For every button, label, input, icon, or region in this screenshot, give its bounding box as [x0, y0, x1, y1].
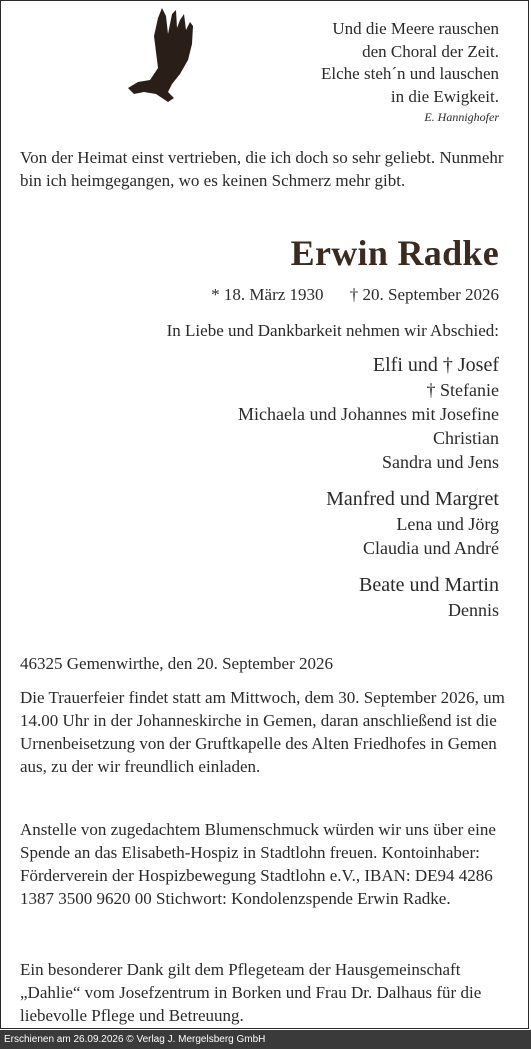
mourner-name: Elfi und † Josef [372, 354, 499, 376]
birth-date: * 18. März 1930 [211, 285, 324, 304]
mourner-name: Michaela und Johannes mit Josefine [238, 404, 499, 424]
intro-verse: Von der Heimat einst vertrieben, die ich doch so sehr geliebt. Nunmehr bin ich heimgegangen, wo es keinen Schmerz mehr gibt. [20, 148, 504, 190]
deceased-name: Erwin Radke [290, 233, 499, 273]
mourner-group [238, 486, 499, 560]
mourners-list [238, 352, 499, 634]
mourner-name: Manfred und Margret [326, 488, 499, 510]
mourner-name: † Stefanie [426, 380, 499, 400]
poem-author: E. Hannighofer [424, 110, 499, 124]
farewell-line: In Liebe und Dankbarkeit nehmen wir Abschied: [166, 321, 499, 340]
mourner-name: Sandra und Jens [382, 452, 499, 472]
mourner-group [238, 352, 499, 474]
publication-footer: Erschienen am 26.09.2026 © Verlag J. Mergelsberg GmbH [0, 1030, 531, 1049]
mourner-name: Christian [433, 428, 499, 448]
poem-line: Elche steh´n und lauschen [321, 64, 499, 83]
thanks-notice: Ein besonderer Dank gilt dem Pflegeteam der Hausgemeinschaft „Dahlie“ vom Josefzentrum in Borken und Frau Dr. Dalhaus für die liebevolle Pflege und Betreuung. [20, 960, 482, 1025]
poem-line: in die Ewigkeit. [390, 86, 499, 106]
moose-antler-icon [128, 8, 196, 102]
mourner-name: Claudia und André [363, 538, 499, 558]
ceremony-notice: Die Trauerfeier findet statt am Mittwoch, dem 30. September 2026, um 14.00 Uhr in der Johanneskirche in Gemen, daran anschließend ist die Urnenbeisetzung von der Gruftkapelle des Alten Friedhofes in Gemen aus, zu der wir freundlich einladen. [20, 688, 505, 776]
poem-line: den Choral der Zeit. [362, 41, 499, 61]
donation-notice: Anstelle von zugedachtem Blumenschmuck würden wir uns über eine Spende an das Elisabeth-Hospiz in Stadtlohn freuen. Kontoinhaber: Förderverein der Hospizbewegung Stadtlohn e.V., IBAN: DE94 4286 1387 3500 9620 00 Stichwort: Kondolenzspende Erwin Radke. [20, 820, 496, 908]
mourner-group [238, 572, 499, 622]
place-date: 46325 Gemenwirthe, den 20. September 2026 [20, 654, 334, 673]
mourner-name: Beate und Martin [359, 574, 499, 596]
poem-line: Und die Meere rauschen [332, 19, 499, 38]
life-dates [211, 285, 499, 305]
death-date: † 20. September 2026 [349, 285, 499, 304]
mourner-name: Lena und Jörg [396, 514, 499, 534]
mourner-name: Dennis [448, 600, 499, 620]
poem [321, 18, 499, 126]
